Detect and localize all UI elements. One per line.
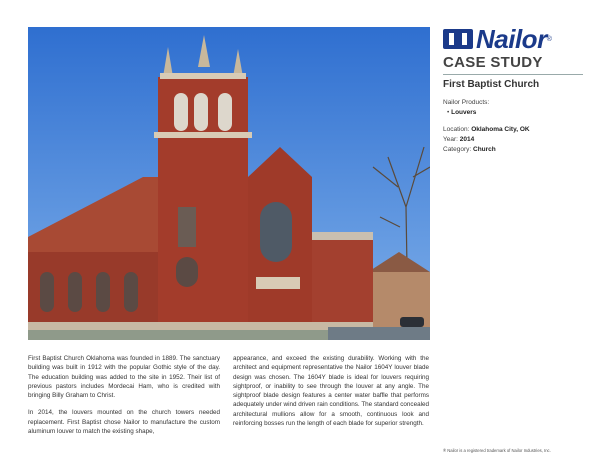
church-photo: [28, 27, 430, 340]
body-column-2: [233, 354, 429, 436]
body-column-1: [28, 354, 220, 444]
location-value: Oklahoma City, OK: [471, 126, 530, 133]
nailor-logo-icon: [443, 29, 473, 49]
product-item: • Louvers: [447, 109, 477, 116]
logo-text: Nailor: [476, 24, 547, 54]
category-label: Category:: [443, 146, 472, 153]
project-meta: [443, 98, 588, 155]
brand-block: [443, 24, 583, 71]
products-label: Nailor Products:: [443, 99, 490, 106]
category-value: Church: [473, 146, 496, 153]
category-row: [443, 145, 588, 155]
body-paragraph: appearance, and exceed the existing durability. Working with the architect and equipment representative the Nailor 1604Y louver blade design was chosen. The 1604Y blade is ideal for louvers requiring sightproof, or inability to see through the louver at any angle. The sightproof blade design features a center water baffle that performs adequately under wind driven rain conditions. The standard concealed architectural mullions allow for a smooth, continuous look and reinforcing bosses run the length of each blade for superior strength.: [233, 355, 429, 428]
nailor-logo: [443, 24, 583, 54]
section-label: CASE STUDY: [443, 54, 543, 71]
project-title: First Baptist Church: [443, 79, 540, 90]
product-name: Louvers: [451, 109, 477, 116]
year-row: [443, 135, 588, 145]
location-row: [443, 125, 588, 135]
body-paragraph: In 2014, the louvers mounted on the church towers needed replacement. First Baptist chose Nailor to manufacture the custom aluminum louver to match the existing shape,: [28, 409, 220, 436]
registered-mark: ®: [546, 35, 552, 43]
location-label: Location:: [443, 126, 470, 133]
year-label: Year:: [443, 136, 458, 143]
trademark-note: ® Nailor is a registered trademark of Nailor Industries, Inc.: [443, 448, 551, 453]
title-block: [443, 74, 583, 90]
body-paragraph: First Baptist Church Oklahoma was founded in 1889. The sanctuary building was built in 1912 with the popular Gothic style of the day. The education building was added to the site in 1952. Their list of previous pastors includes Mordecai Ham, who is credited with bringing Billy Graham to Christ.: [28, 355, 220, 400]
year-value: 2014: [459, 136, 475, 143]
